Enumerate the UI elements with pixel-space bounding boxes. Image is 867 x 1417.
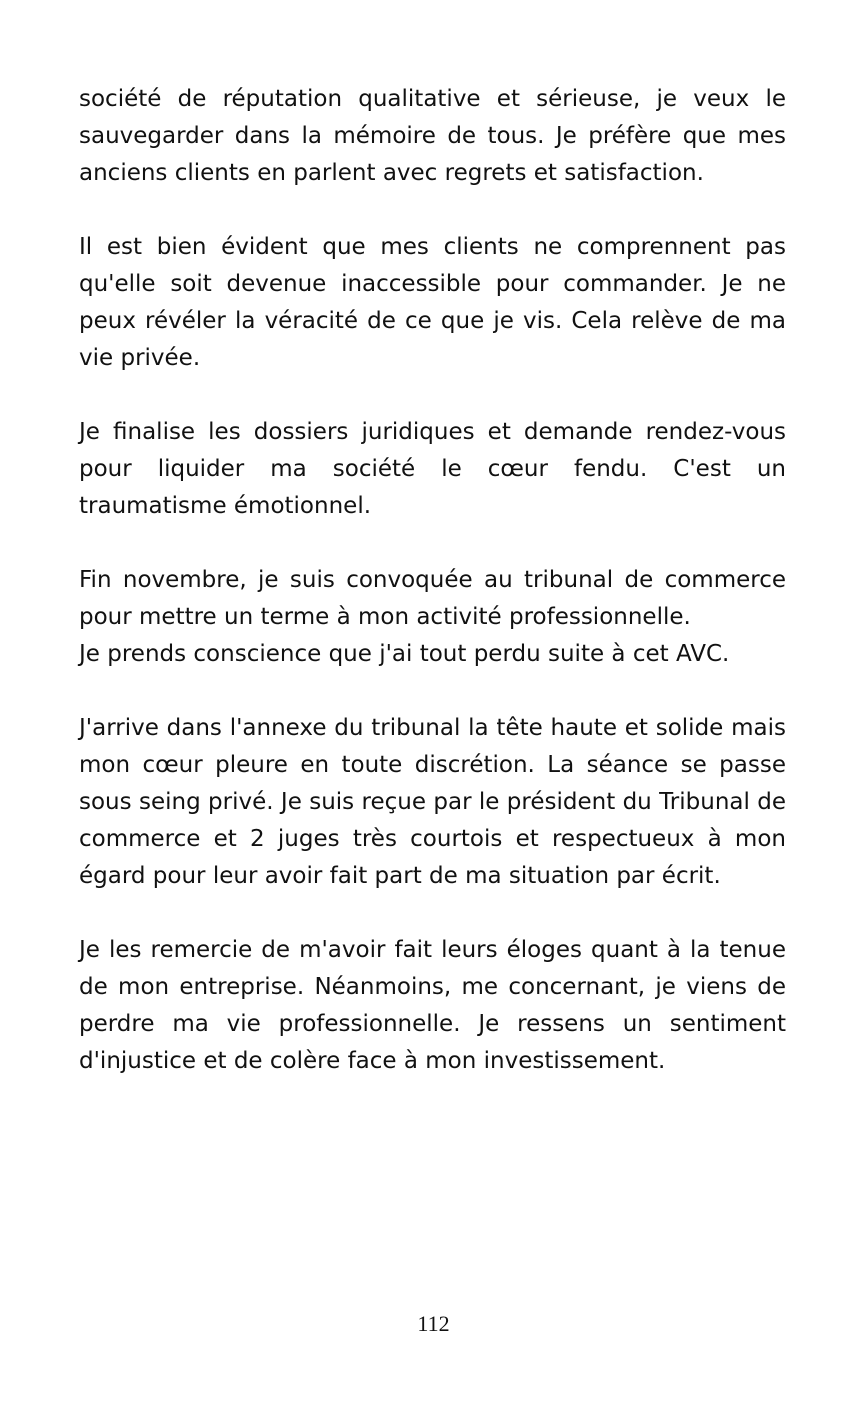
paragraph-line: Fin novembre, je suis convoquée au tribunal de commerce pour mettre un terme à mon activité professionnelle.	[79, 567, 786, 630]
page-number: 112	[417, 1311, 450, 1336]
paragraph-line: J'arrive dans l'annexe du tribunal la tête haute et solide mais mon cœur pleure en toute discrétion. La séance se passe sous seing privé. Je suis reçue par le président du Tribunal de commerce et 2 juges très courtois et respectueux à mon égard pour leur avoir fait part de ma situation par écrit.	[79, 715, 786, 889]
paragraph-4	[79, 562, 786, 673]
paragraph-1	[79, 81, 786, 192]
paragraph-line: société de réputation qualitative et sérieuse, je veux le sauvegarder dans la mémoire de tous. Je préfère que mes anciens clients en parlent avec regrets et satisfaction.	[79, 86, 786, 186]
paragraph-3	[79, 414, 786, 525]
paragraph-5	[79, 710, 786, 895]
paragraph-2	[79, 229, 786, 377]
paragraph-line: Je les remercie de m'avoir fait leurs éloges quant à la tenue de mon entreprise. Néanmoins, me concernant, je viens de perdre ma vie professionnelle. Je ressens un sentiment d'injustice et de colère face à mon investissement.	[79, 937, 786, 1074]
paragraph-line: Je prends conscience que j'ai tout perdu suite à cet AVC.	[79, 641, 730, 667]
paragraph-line: Il est bien évident que mes clients ne comprennent pas qu'elle soit devenue inaccessible pour commander. Je ne peux révéler la véracité de ce que je vis. Cela relève de ma vie privée.	[79, 234, 786, 371]
paragraph-line: Je finalise les dossiers juridiques et demande rendez-vous pour liquider ma société le cœur fendu. C'est un traumatisme émotionnel.	[79, 419, 786, 519]
paragraph-6	[79, 932, 786, 1080]
body-text	[79, 81, 786, 1117]
